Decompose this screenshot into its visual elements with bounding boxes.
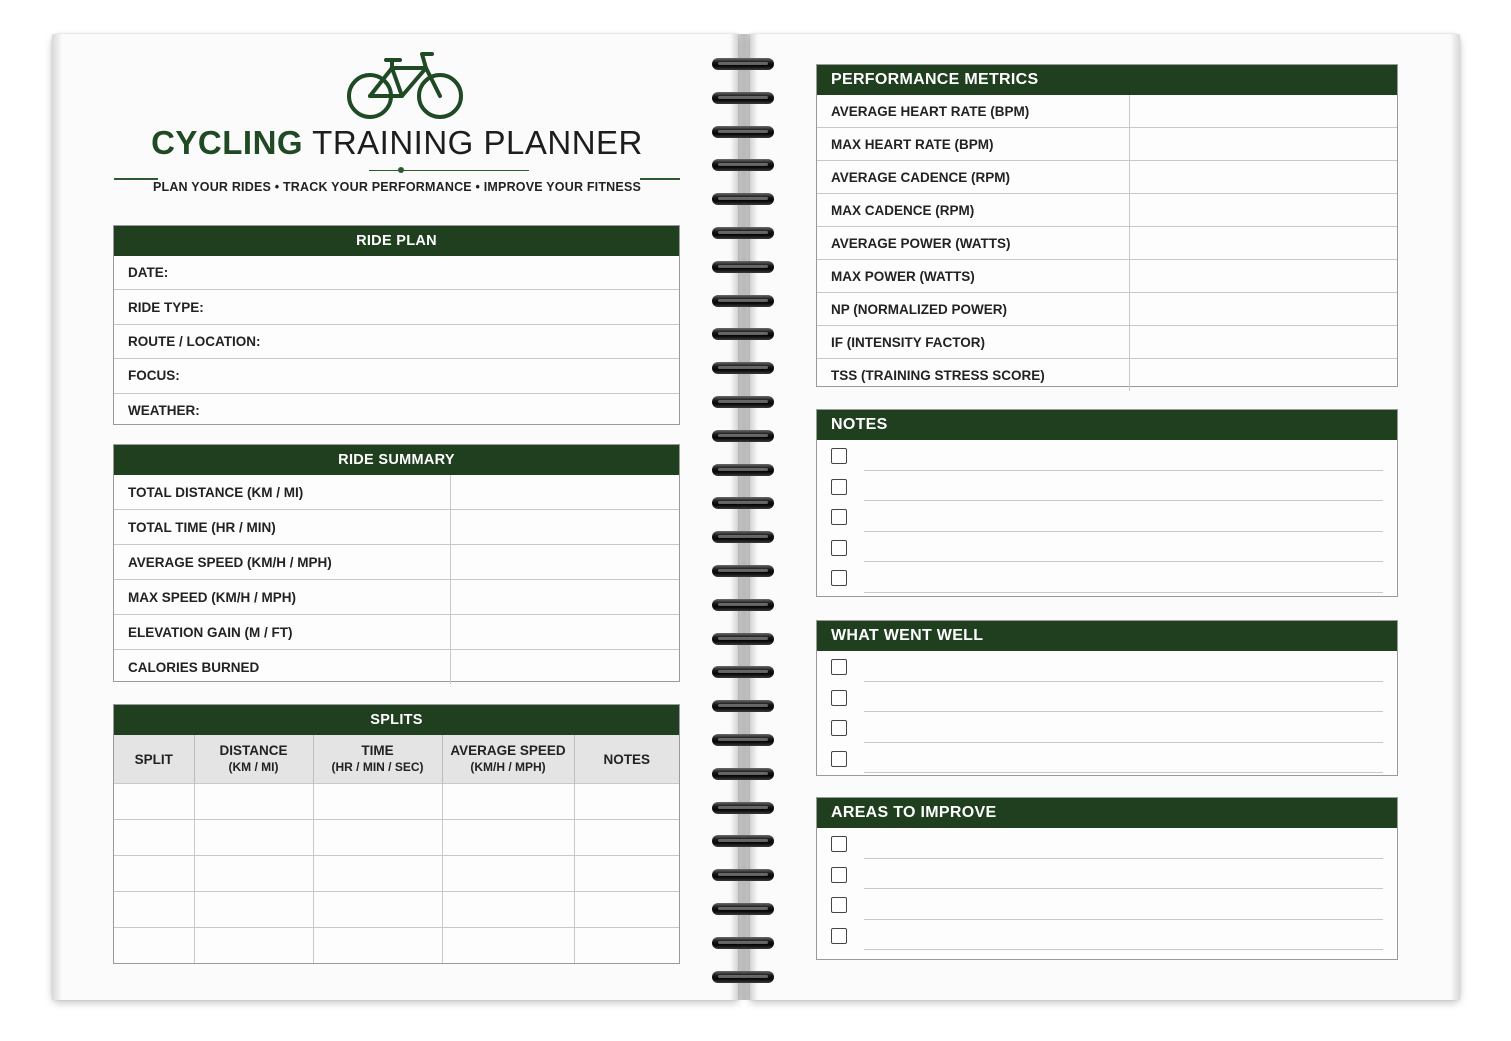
- ride-plan-rows: [114, 256, 679, 427]
- checkbox[interactable]: [831, 570, 847, 586]
- spiral-coil: [712, 633, 774, 645]
- field-label: FOCUS:: [128, 368, 180, 384]
- splits-body: [114, 784, 679, 964]
- ride-summary-header: RIDE SUMMARY: [114, 445, 679, 475]
- spiral-coil: [712, 700, 774, 712]
- form-row: [817, 193, 1397, 226]
- checkbox[interactable]: [831, 836, 847, 852]
- field-value-input[interactable]: [450, 650, 679, 684]
- performance-metrics-header: PERFORMANCE METRICS: [817, 65, 1397, 95]
- field-value-input[interactable]: [1129, 326, 1397, 358]
- spiral-coil: [712, 869, 774, 881]
- form-row: [114, 579, 679, 614]
- field-label: IF (INTENSITY FACTOR): [831, 334, 986, 350]
- form-row: [114, 544, 679, 579]
- field-value-input[interactable]: [1129, 359, 1397, 391]
- form-row: [817, 95, 1397, 127]
- column-unit: (KM / MI): [228, 760, 279, 774]
- spiral-coil: [712, 903, 774, 915]
- splits-cell-input[interactable]: [194, 820, 313, 856]
- writing-line[interactable]: [864, 772, 1383, 773]
- splits-cell-input[interactable]: [313, 892, 442, 928]
- form-row: [114, 475, 679, 509]
- splits-cell-input[interactable]: [313, 928, 442, 964]
- splits-cell-input[interactable]: [194, 856, 313, 892]
- checklist-item: [817, 889, 1397, 920]
- checklist-item: [817, 712, 1397, 743]
- checkbox[interactable]: [831, 897, 847, 913]
- field-label: MAX SPEED (KM/H / MPH): [128, 589, 297, 605]
- form-row: [114, 509, 679, 544]
- field-label: MAX POWER (WATTS): [831, 268, 975, 284]
- field-label: MAX CADENCE (RPM): [831, 202, 975, 218]
- spiral-coil: [712, 396, 774, 408]
- spiral-binding: [712, 58, 778, 978]
- splits-row: [114, 820, 679, 856]
- form-row: [817, 127, 1397, 160]
- areas-to-improve-checklist: [817, 828, 1397, 950]
- field-value-input[interactable]: [450, 510, 679, 544]
- field-label: AVERAGE HEART RATE (BPM): [831, 103, 1030, 119]
- splits-section: [113, 704, 680, 964]
- splits-cell-input[interactable]: [194, 892, 313, 928]
- spiral-coil: [712, 328, 774, 340]
- field-label: MAX HEART RATE (BPM): [831, 136, 994, 152]
- form-row: [817, 292, 1397, 325]
- form-row: [114, 649, 679, 684]
- field-value-input[interactable]: [1129, 95, 1397, 127]
- splits-cell-input[interactable]: [442, 820, 574, 856]
- splits-cell-input[interactable]: [442, 928, 574, 964]
- splits-header-row: [114, 735, 679, 784]
- spiral-coil: [712, 565, 774, 577]
- splits-cell-input[interactable]: [114, 928, 194, 964]
- form-row: [817, 325, 1397, 358]
- splits-cell-input[interactable]: [194, 928, 313, 964]
- spiral-coil: [712, 768, 774, 780]
- field-value-input[interactable]: [1129, 227, 1397, 259]
- splits-row: [114, 892, 679, 928]
- form-row: [114, 289, 679, 323]
- form-row: [114, 324, 679, 358]
- what-went-well-header: WHAT WENT WELL: [817, 621, 1397, 651]
- ride-plan-section: [113, 225, 680, 425]
- spiral-coil: [712, 464, 774, 476]
- spiral-coil: [712, 295, 774, 307]
- ride-plan-header: RIDE PLAN: [114, 226, 679, 256]
- notes-header: NOTES: [817, 410, 1397, 440]
- checkbox[interactable]: [831, 479, 847, 495]
- spiral-coil: [712, 734, 774, 746]
- splits-column-header: [574, 735, 679, 784]
- spiral-coil: [712, 531, 774, 543]
- splits-cell-input[interactable]: [442, 892, 574, 928]
- splits-cell-input[interactable]: [114, 784, 194, 820]
- field-value-input[interactable]: [450, 545, 679, 579]
- splits-column-header: [194, 735, 313, 784]
- field-value-input[interactable]: [450, 475, 679, 509]
- divider-ornament-icon: [392, 166, 410, 174]
- splits-cell-input[interactable]: [313, 784, 442, 820]
- form-row: [817, 226, 1397, 259]
- spiral-coil: [712, 430, 774, 442]
- field-label: RIDE TYPE:: [128, 299, 204, 315]
- form-row: [817, 160, 1397, 193]
- field-label: NP (NORMALIZED POWER): [831, 301, 1007, 317]
- what-went-well-section: [816, 620, 1398, 776]
- checklist-item: [817, 682, 1397, 713]
- checkbox[interactable]: [831, 509, 847, 525]
- spiral-coil: [712, 58, 774, 70]
- column-label: DISTANCE: [219, 743, 288, 758]
- field-value-input[interactable]: [450, 615, 679, 649]
- performance-metrics-section: [816, 64, 1398, 387]
- title-rest: TRAINING PLANNER: [312, 124, 643, 161]
- splits-row: [114, 784, 679, 820]
- checklist-item: [817, 743, 1397, 774]
- spiral-coil: [712, 362, 774, 374]
- spiral-coil: [712, 599, 774, 611]
- field-value-input[interactable]: [1129, 161, 1397, 193]
- field-label: WEATHER:: [128, 402, 200, 418]
- field-value-input[interactable]: [1129, 260, 1397, 292]
- spiral-coil: [712, 971, 774, 983]
- notes-section: [816, 409, 1398, 597]
- splits-cell-input[interactable]: [114, 820, 194, 856]
- field-label: TSS (TRAINING STRESS SCORE): [831, 367, 1045, 383]
- checkbox[interactable]: [831, 690, 847, 706]
- checklist-item: [817, 651, 1397, 682]
- splits-cell-input[interactable]: [114, 856, 194, 892]
- checkbox[interactable]: [831, 928, 847, 944]
- checklist-item: [817, 440, 1397, 471]
- splits-cell-input[interactable]: [313, 820, 442, 856]
- splits-cell-input[interactable]: [574, 928, 679, 964]
- splits-cell-input[interactable]: [442, 856, 574, 892]
- checklist-item: [817, 828, 1397, 859]
- splits-cell-input[interactable]: [574, 784, 679, 820]
- field-label: AVERAGE SPEED (KM/H / MPH): [128, 554, 332, 570]
- checkbox[interactable]: [831, 751, 847, 767]
- checkbox[interactable]: [831, 448, 847, 464]
- spiral-coil: [712, 92, 774, 104]
- performance-metrics-rows: [817, 95, 1397, 391]
- form-row: [817, 259, 1397, 292]
- field-label: TOTAL TIME (HR / MIN): [128, 519, 276, 535]
- checklist-item: [817, 501, 1397, 532]
- field-label: DATE:: [128, 265, 169, 281]
- field-label: AVERAGE CADENCE (RPM): [831, 169, 1011, 185]
- spiral-coil: [712, 126, 774, 138]
- splits-cell-input[interactable]: [194, 784, 313, 820]
- form-row: [114, 393, 679, 427]
- writing-line[interactable]: [864, 592, 1383, 593]
- spiral-coil: [712, 497, 774, 509]
- checklist-item: [817, 920, 1397, 951]
- checkbox[interactable]: [831, 540, 847, 556]
- field-value-input[interactable]: [450, 580, 679, 614]
- column-label: NOTES: [603, 751, 650, 767]
- page-subtitle: PLAN YOUR RIDES • TRACK YOUR PERFORMANCE • IMPROVE YOUR FITNESS: [152, 180, 642, 194]
- field-label: AVERAGE POWER (WATTS): [831, 235, 1011, 251]
- splits-cell-input[interactable]: [574, 892, 679, 928]
- column-unit: (KM/H / MPH): [470, 760, 546, 774]
- splits-column-header: [114, 735, 194, 784]
- checkbox[interactable]: [831, 867, 847, 883]
- column-label: TIME: [361, 743, 394, 758]
- form-row: [114, 614, 679, 649]
- column-label: AVERAGE SPEED: [450, 743, 566, 758]
- checkbox[interactable]: [831, 659, 847, 675]
- splits-cell-input[interactable]: [114, 892, 194, 928]
- splits-table: [114, 735, 679, 963]
- ride-summary-rows: [114, 475, 679, 684]
- spiral-coil: [712, 227, 774, 239]
- column-unit: (HR / MIN / SEC): [331, 760, 424, 774]
- what-went-well-checklist: [817, 651, 1397, 773]
- bicycle-icon: [346, 50, 466, 120]
- form-row: [817, 358, 1397, 391]
- splits-column-header: [313, 735, 442, 784]
- checklist-item: [817, 562, 1397, 593]
- title-strong: CYCLING: [151, 124, 304, 161]
- spiral-coil: [712, 835, 774, 847]
- field-label: ELEVATION GAIN (M / FT): [128, 624, 293, 640]
- splits-row: [114, 928, 679, 964]
- splits-cell-input[interactable]: [313, 856, 442, 892]
- field-value-input[interactable]: [1129, 293, 1397, 325]
- splits-row: [114, 856, 679, 892]
- checklist-item: [817, 532, 1397, 563]
- checklist-item: [817, 859, 1397, 890]
- notes-checklist: [817, 440, 1397, 593]
- spiral-coil: [712, 193, 774, 205]
- spiral-coil: [712, 802, 774, 814]
- splits-cell-input[interactable]: [442, 784, 574, 820]
- page-title: [114, 124, 680, 162]
- checkbox[interactable]: [831, 720, 847, 736]
- splits-cell-input[interactable]: [574, 820, 679, 856]
- checklist-item: [817, 471, 1397, 502]
- form-row: [114, 358, 679, 392]
- form-row: [114, 256, 679, 289]
- field-value-input[interactable]: [1129, 128, 1397, 160]
- splits-header: SPLITS: [114, 705, 679, 735]
- spiral-coil: [712, 261, 774, 273]
- areas-to-improve-section: [816, 797, 1398, 960]
- splits-cell-input[interactable]: [574, 856, 679, 892]
- field-label: TOTAL DISTANCE (KM / MI): [128, 484, 304, 500]
- subtitle-row: [114, 166, 680, 196]
- writing-line[interactable]: [864, 949, 1383, 950]
- column-label: SPLIT: [134, 751, 173, 767]
- field-label: ROUTE / LOCATION:: [128, 333, 261, 349]
- spiral-coil: [712, 159, 774, 171]
- spiral-coil: [712, 937, 774, 949]
- splits-column-header: [442, 735, 574, 784]
- field-label: CALORIES BURNED: [128, 659, 260, 675]
- areas-to-improve-header: AREAS TO IMPROVE: [817, 798, 1397, 828]
- ride-summary-section: [113, 444, 680, 682]
- spiral-coil: [712, 666, 774, 678]
- field-value-input[interactable]: [1129, 194, 1397, 226]
